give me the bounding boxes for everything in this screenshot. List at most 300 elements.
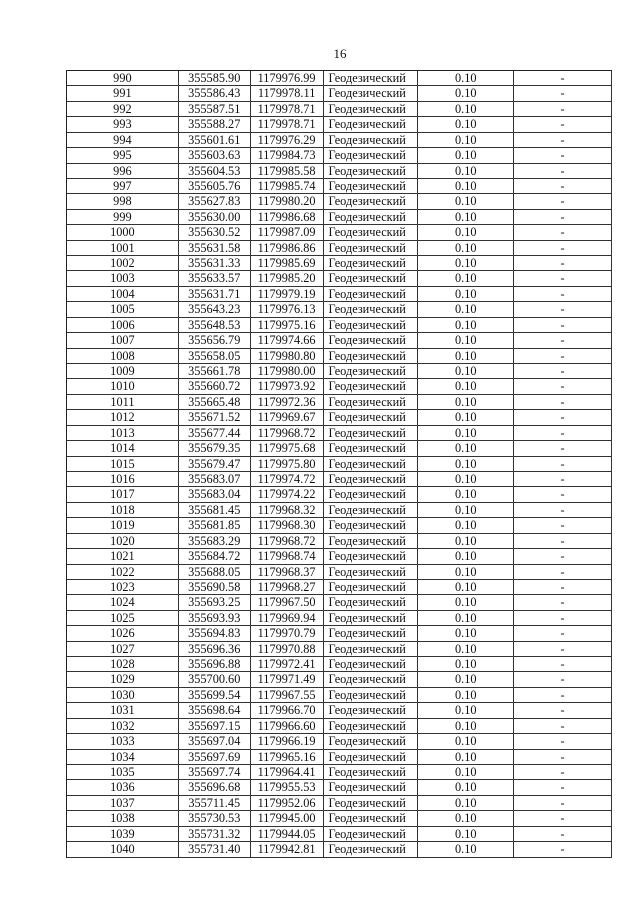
point-number-cell: 990 [67, 71, 179, 85]
point-number-cell: 1003 [67, 271, 179, 285]
table-row [67, 302, 612, 317]
method-cell: Геодезический [324, 672, 419, 686]
point-number-cell: 996 [67, 164, 179, 178]
method-cell: Геодезический [324, 302, 419, 316]
point-number-cell: 1035 [67, 765, 179, 779]
x-coordinate-cell: 355658.05 [179, 349, 251, 363]
precision-cell: 0.10 [418, 287, 514, 301]
point-number-cell: 999 [67, 210, 179, 224]
point-number-cell: 1009 [67, 364, 179, 378]
y-coordinate-cell: 1179974.66 [251, 333, 324, 347]
y-coordinate-cell: 1179976.13 [251, 302, 324, 316]
y-coordinate-cell: 1179974.22 [251, 487, 324, 501]
method-cell: Геодезический [324, 333, 419, 347]
y-coordinate-cell: 1179970.88 [251, 642, 324, 656]
method-cell: Геодезический [324, 487, 419, 501]
point-number-cell: 1037 [67, 796, 179, 810]
point-number-cell: 993 [67, 117, 179, 131]
x-coordinate-cell: 355690.58 [179, 580, 251, 594]
precision-cell: 0.10 [418, 842, 514, 856]
method-cell: Геодезический [324, 534, 419, 548]
table-row [67, 719, 612, 734]
x-coordinate-cell: 355681.45 [179, 503, 251, 517]
method-cell: Геодезический [324, 164, 419, 178]
x-coordinate-cell: 355656.79 [179, 333, 251, 347]
method-cell: Геодезический [324, 441, 419, 455]
method-cell: Геодезический [324, 379, 419, 393]
description-cell: - [514, 241, 612, 255]
y-coordinate-cell: 1179985.74 [251, 179, 324, 193]
table-row [67, 179, 612, 194]
description-cell: - [514, 657, 612, 671]
y-coordinate-cell: 1179978.71 [251, 117, 324, 131]
point-number-cell: 1010 [67, 379, 179, 393]
x-coordinate-cell: 355688.05 [179, 565, 251, 579]
x-coordinate-cell: 355681.85 [179, 518, 251, 532]
table-row [67, 71, 612, 86]
table-row [67, 164, 612, 179]
precision-cell: 0.10 [418, 750, 514, 764]
table-row [67, 549, 612, 564]
y-coordinate-cell: 1179985.58 [251, 164, 324, 178]
x-coordinate-cell: 355631.71 [179, 287, 251, 301]
x-coordinate-cell: 355696.68 [179, 780, 251, 794]
table-row [67, 780, 612, 795]
y-coordinate-cell: 1179986.86 [251, 241, 324, 255]
point-number-cell: 992 [67, 102, 179, 116]
x-coordinate-cell: 355586.43 [179, 86, 251, 100]
x-coordinate-cell: 355605.76 [179, 179, 251, 193]
point-number-cell: 1019 [67, 518, 179, 532]
table-row [67, 441, 612, 456]
description-cell: - [514, 626, 612, 640]
precision-cell: 0.10 [418, 379, 514, 393]
description-cell: - [514, 426, 612, 440]
precision-cell: 0.10 [418, 457, 514, 471]
y-coordinate-cell: 1179985.69 [251, 256, 324, 270]
method-cell: Геодезический [324, 780, 419, 794]
method-cell: Геодезический [324, 179, 419, 193]
page-number: 16 [333, 46, 347, 61]
method-cell: Геодезический [324, 86, 419, 100]
table-row [67, 102, 612, 117]
table-row [67, 672, 612, 687]
table-row [67, 518, 612, 533]
description-cell: - [514, 703, 612, 717]
x-coordinate-cell: 355731.40 [179, 842, 251, 856]
description-cell: - [514, 410, 612, 424]
y-coordinate-cell: 1179968.37 [251, 565, 324, 579]
method-cell: Геодезический [324, 472, 419, 486]
point-number-cell: 995 [67, 148, 179, 162]
table-row [67, 734, 612, 749]
method-cell: Геодезический [324, 626, 419, 640]
precision-cell: 0.10 [418, 210, 514, 224]
point-number-cell: 1025 [67, 611, 179, 625]
x-coordinate-cell: 355627.83 [179, 194, 251, 208]
x-coordinate-cell: 355661.78 [179, 364, 251, 378]
precision-cell: 0.10 [418, 441, 514, 455]
precision-cell: 0.10 [418, 565, 514, 579]
method-cell: Геодезический [324, 225, 419, 239]
table-row [67, 827, 612, 842]
point-number-cell: 1024 [67, 595, 179, 609]
point-number-cell: 1011 [67, 395, 179, 409]
y-coordinate-cell: 1179980.00 [251, 364, 324, 378]
table-row [67, 287, 612, 302]
table-row [67, 534, 612, 549]
point-number-cell: 1038 [67, 811, 179, 825]
description-cell: - [514, 86, 612, 100]
y-coordinate-cell: 1179968.27 [251, 580, 324, 594]
method-cell: Геодезический [324, 364, 419, 378]
description-cell: - [514, 271, 612, 285]
method-cell: Геодезический [324, 318, 419, 332]
y-coordinate-cell: 1179966.70 [251, 703, 324, 717]
x-coordinate-cell: 355693.93 [179, 611, 251, 625]
point-number-cell: 1022 [67, 565, 179, 579]
x-coordinate-cell: 355604.53 [179, 164, 251, 178]
x-coordinate-cell: 355679.47 [179, 457, 251, 471]
method-cell: Геодезический [324, 549, 419, 563]
description-cell: - [514, 71, 612, 85]
precision-cell: 0.10 [418, 333, 514, 347]
table-row [67, 457, 612, 472]
y-coordinate-cell: 1179972.36 [251, 395, 324, 409]
description-cell: - [514, 194, 612, 208]
x-coordinate-cell: 355648.53 [179, 318, 251, 332]
method-cell: Геодезический [324, 194, 419, 208]
x-coordinate-cell: 355631.58 [179, 241, 251, 255]
x-coordinate-cell: 355585.90 [179, 71, 251, 85]
table-row [67, 117, 612, 132]
method-cell: Геодезический [324, 349, 419, 363]
point-number-cell: 1016 [67, 472, 179, 486]
x-coordinate-cell: 355693.25 [179, 595, 251, 609]
precision-cell: 0.10 [418, 765, 514, 779]
description-cell: - [514, 117, 612, 131]
x-coordinate-cell: 355679.35 [179, 441, 251, 455]
precision-cell: 0.10 [418, 164, 514, 178]
y-coordinate-cell: 1179968.72 [251, 426, 324, 440]
method-cell: Геодезический [324, 426, 419, 440]
x-coordinate-cell: 355697.04 [179, 734, 251, 748]
table-row [67, 611, 612, 626]
method-cell: Геодезический [324, 102, 419, 116]
table-row [67, 271, 612, 286]
description-cell: - [514, 179, 612, 193]
precision-cell: 0.10 [418, 349, 514, 363]
point-number-cell: 1023 [67, 580, 179, 594]
description-cell: - [514, 549, 612, 563]
y-coordinate-cell: 1179980.20 [251, 194, 324, 208]
table-row [67, 364, 612, 379]
description-cell: - [514, 688, 612, 702]
y-coordinate-cell: 1179975.68 [251, 441, 324, 455]
table-row [67, 595, 612, 610]
point-number-cell: 1008 [67, 349, 179, 363]
y-coordinate-cell: 1179968.74 [251, 549, 324, 563]
table-row [67, 503, 612, 518]
method-cell: Геодезический [324, 210, 419, 224]
precision-cell: 0.10 [418, 395, 514, 409]
point-number-cell: 1030 [67, 688, 179, 702]
x-coordinate-cell: 355643.23 [179, 302, 251, 316]
method-cell: Геодезический [324, 71, 419, 85]
method-cell: Геодезический [324, 565, 419, 579]
table-row [67, 765, 612, 780]
precision-cell: 0.10 [418, 811, 514, 825]
precision-cell: 0.10 [418, 703, 514, 717]
method-cell: Геодезический [324, 271, 419, 285]
y-coordinate-cell: 1179974.72 [251, 472, 324, 486]
method-cell: Геодезический [324, 765, 419, 779]
precision-cell: 0.10 [418, 672, 514, 686]
y-coordinate-cell: 1179984.73 [251, 148, 324, 162]
description-cell: - [514, 642, 612, 656]
point-number-cell: 1001 [67, 241, 179, 255]
point-number-cell: 1000 [67, 225, 179, 239]
description-cell: - [514, 472, 612, 486]
x-coordinate-cell: 355697.69 [179, 750, 251, 764]
point-number-cell: 1004 [67, 287, 179, 301]
table-row [67, 133, 612, 148]
precision-cell: 0.10 [418, 133, 514, 147]
table-row [67, 379, 612, 394]
method-cell: Геодезический [324, 719, 419, 733]
y-coordinate-cell: 1179976.29 [251, 133, 324, 147]
precision-cell: 0.10 [418, 302, 514, 316]
table-row [67, 580, 612, 595]
method-cell: Геодезический [324, 688, 419, 702]
method-cell: Геодезический [324, 842, 419, 856]
x-coordinate-cell: 355683.04 [179, 487, 251, 501]
point-number-cell: 1040 [67, 842, 179, 856]
table-row [67, 426, 612, 441]
x-coordinate-cell: 355731.32 [179, 827, 251, 841]
point-number-cell: 1007 [67, 333, 179, 347]
precision-cell: 0.10 [418, 780, 514, 794]
precision-cell: 0.10 [418, 549, 514, 563]
y-coordinate-cell: 1179968.30 [251, 518, 324, 532]
precision-cell: 0.10 [418, 194, 514, 208]
precision-cell: 0.10 [418, 318, 514, 332]
method-cell: Геодезический [324, 117, 419, 131]
table-row [67, 626, 612, 641]
description-cell: - [514, 503, 612, 517]
y-coordinate-cell: 1179966.19 [251, 734, 324, 748]
table-row [67, 148, 612, 163]
table-row [67, 642, 612, 657]
point-number-cell: 1028 [67, 657, 179, 671]
point-number-cell: 1002 [67, 256, 179, 270]
precision-cell: 0.10 [418, 410, 514, 424]
coordinates-table [66, 70, 612, 858]
precision-cell: 0.10 [418, 611, 514, 625]
description-cell: - [514, 225, 612, 239]
description-cell: - [514, 796, 612, 810]
y-coordinate-cell: 1179973.92 [251, 379, 324, 393]
table-row [67, 256, 612, 271]
method-cell: Геодезический [324, 518, 419, 532]
precision-cell: 0.10 [418, 86, 514, 100]
point-number-cell: 994 [67, 133, 179, 147]
x-coordinate-cell: 355730.53 [179, 811, 251, 825]
description-cell: - [514, 256, 612, 270]
precision-cell: 0.10 [418, 796, 514, 810]
y-coordinate-cell: 1179980.80 [251, 349, 324, 363]
x-coordinate-cell: 355588.27 [179, 117, 251, 131]
point-number-cell: 1027 [67, 642, 179, 656]
precision-cell: 0.10 [418, 518, 514, 532]
point-number-cell: 1014 [67, 441, 179, 455]
x-coordinate-cell: 355633.57 [179, 271, 251, 285]
precision-cell: 0.10 [418, 734, 514, 748]
table-row [67, 703, 612, 718]
precision-cell: 0.10 [418, 179, 514, 193]
y-coordinate-cell: 1179985.20 [251, 271, 324, 285]
x-coordinate-cell: 355665.48 [179, 395, 251, 409]
x-coordinate-cell: 355711.45 [179, 796, 251, 810]
table-row [67, 349, 612, 364]
x-coordinate-cell: 355630.52 [179, 225, 251, 239]
precision-cell: 0.10 [418, 102, 514, 116]
description-cell: - [514, 487, 612, 501]
x-coordinate-cell: 355696.88 [179, 657, 251, 671]
description-cell: - [514, 765, 612, 779]
precision-cell: 0.10 [418, 256, 514, 270]
description-cell: - [514, 842, 612, 856]
point-number-cell: 1012 [67, 410, 179, 424]
y-coordinate-cell: 1179978.11 [251, 86, 324, 100]
x-coordinate-cell: 355677.44 [179, 426, 251, 440]
y-coordinate-cell: 1179967.50 [251, 595, 324, 609]
x-coordinate-cell: 355603.63 [179, 148, 251, 162]
point-number-cell: 1034 [67, 750, 179, 764]
method-cell: Геодезический [324, 734, 419, 748]
method-cell: Геодезический [324, 133, 419, 147]
point-number-cell: 1031 [67, 703, 179, 717]
table-row [67, 318, 612, 333]
description-cell: - [514, 333, 612, 347]
x-coordinate-cell: 355700.60 [179, 672, 251, 686]
description-cell: - [514, 441, 612, 455]
y-coordinate-cell: 1179965.16 [251, 750, 324, 764]
table-row [67, 241, 612, 256]
description-cell: - [514, 210, 612, 224]
description-cell: - [514, 379, 612, 393]
table-row [67, 811, 612, 826]
precision-cell: 0.10 [418, 487, 514, 501]
y-coordinate-cell: 1179975.80 [251, 457, 324, 471]
method-cell: Геодезический [324, 148, 419, 162]
method-cell: Геодезический [324, 256, 419, 270]
description-cell: - [514, 534, 612, 548]
x-coordinate-cell: 355698.64 [179, 703, 251, 717]
description-cell: - [514, 518, 612, 532]
y-coordinate-cell: 1179986.68 [251, 210, 324, 224]
y-coordinate-cell: 1179969.94 [251, 611, 324, 625]
x-coordinate-cell: 355587.51 [179, 102, 251, 116]
precision-cell: 0.10 [418, 71, 514, 85]
point-number-cell: 1039 [67, 827, 179, 841]
method-cell: Геодезический [324, 611, 419, 625]
description-cell: - [514, 719, 612, 733]
table-row [67, 750, 612, 765]
x-coordinate-cell: 355694.83 [179, 626, 251, 640]
point-number-cell: 1018 [67, 503, 179, 517]
table-row [67, 688, 612, 703]
table-row [67, 333, 612, 348]
method-cell: Геодезический [324, 595, 419, 609]
point-number-cell: 1026 [67, 626, 179, 640]
point-number-cell: 1036 [67, 780, 179, 794]
point-number-cell: 1020 [67, 534, 179, 548]
description-cell: - [514, 133, 612, 147]
precision-cell: 0.10 [418, 225, 514, 239]
precision-cell: 0.10 [418, 241, 514, 255]
description-cell: - [514, 102, 612, 116]
point-number-cell: 1033 [67, 734, 179, 748]
precision-cell: 0.10 [418, 472, 514, 486]
description-cell: - [514, 827, 612, 841]
x-coordinate-cell: 355671.52 [179, 410, 251, 424]
x-coordinate-cell: 355684.72 [179, 549, 251, 563]
description-cell: - [514, 364, 612, 378]
y-coordinate-cell: 1179968.72 [251, 534, 324, 548]
y-coordinate-cell: 1179979.19 [251, 287, 324, 301]
point-number-cell: 1021 [67, 549, 179, 563]
y-coordinate-cell: 1179972.41 [251, 657, 324, 671]
point-number-cell: 1015 [67, 457, 179, 471]
y-coordinate-cell: 1179968.32 [251, 503, 324, 517]
point-number-cell: 997 [67, 179, 179, 193]
method-cell: Геодезический [324, 457, 419, 471]
point-number-cell: 1006 [67, 318, 179, 332]
table-row [67, 842, 612, 857]
description-cell: - [514, 780, 612, 794]
table-row [67, 395, 612, 410]
x-coordinate-cell: 355601.61 [179, 133, 251, 147]
description-cell: - [514, 287, 612, 301]
precision-cell: 0.10 [418, 827, 514, 841]
table-row [67, 225, 612, 240]
y-coordinate-cell: 1179945.00 [251, 811, 324, 825]
y-coordinate-cell: 1179969.67 [251, 410, 324, 424]
table-row [67, 410, 612, 425]
point-number-cell: 1013 [67, 426, 179, 440]
x-coordinate-cell: 355696.36 [179, 642, 251, 656]
description-cell: - [514, 565, 612, 579]
y-coordinate-cell: 1179970.79 [251, 626, 324, 640]
description-cell: - [514, 302, 612, 316]
point-number-cell: 991 [67, 86, 179, 100]
y-coordinate-cell: 1179944.05 [251, 827, 324, 841]
y-coordinate-cell: 1179971.49 [251, 672, 324, 686]
x-coordinate-cell: 355683.29 [179, 534, 251, 548]
table-row [67, 796, 612, 811]
description-cell: - [514, 811, 612, 825]
point-number-cell: 1032 [67, 719, 179, 733]
point-number-cell: 998 [67, 194, 179, 208]
point-number-cell: 1029 [67, 672, 179, 686]
description-cell: - [514, 750, 612, 764]
y-coordinate-cell: 1179955.53 [251, 780, 324, 794]
precision-cell: 0.10 [418, 117, 514, 131]
y-coordinate-cell: 1179964.41 [251, 765, 324, 779]
x-coordinate-cell: 355699.54 [179, 688, 251, 702]
method-cell: Геодезический [324, 503, 419, 517]
